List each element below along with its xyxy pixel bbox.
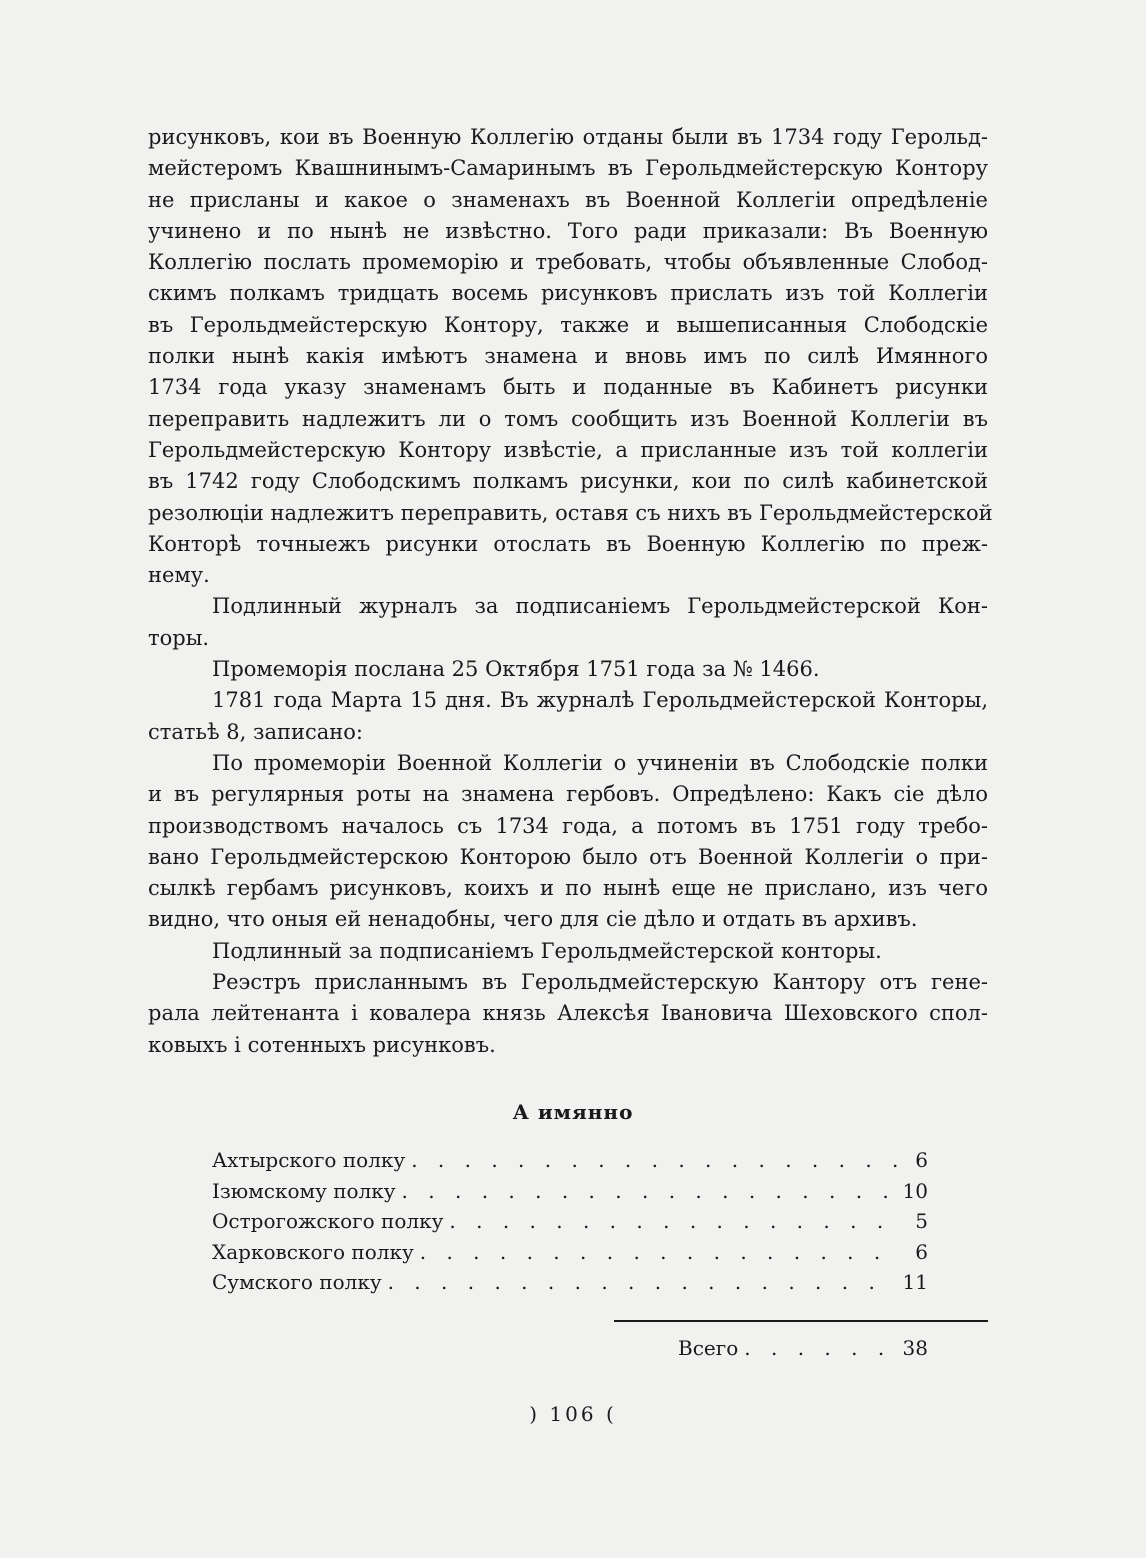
body-line: въ Герольдмейстерскую Контору, также и вышеписанныя Слободскіе	[148, 312, 988, 337]
body-line: производствомъ началось съ 1734 года, а потомъ въ 1751 году требо-	[148, 813, 988, 838]
body-text	[148, 122, 993, 1061]
list-item	[212, 1179, 928, 1210]
body-line: ковыхъ і сотенныхъ рисунковъ.	[148, 1032, 496, 1057]
regiment-count: 11	[902, 1270, 928, 1294]
body-line: По промеморіи Военной Коллегіи о учиненіи въ Слободскіе полки	[212, 750, 988, 775]
body-line: 1734 года указу знаменамъ быть и поданные въ Кабинетъ рисунки	[148, 375, 988, 400]
dot-leader	[388, 1270, 897, 1294]
body-line: Реэстръ присланнымъ въ Герольдмейстерскую Кантору отъ гене-	[212, 970, 988, 995]
body-line: рала лейтенанта і ковалера князь Алексѣя Івановича Шеховского спол-	[148, 1001, 988, 1026]
body-line: Подлинный журналъ за подписаніемъ Герольдмейстерской Кон-	[212, 594, 988, 619]
body-line: и въ регулярныя роты на знамена гербовъ. Опредѣлено: Какъ сіе дѣло	[148, 782, 988, 807]
regiment-count: 10	[902, 1178, 928, 1203]
body-line: видно, что оныя ей ненадобны, чего для сіе дѣло и отдать въ архивъ.	[148, 907, 918, 932]
regiment-name: Сумского полку	[212, 1270, 382, 1294]
dot-leader	[744, 1336, 896, 1360]
body-line: резолюціи надлежитъ переправить, оставя съ нихъ въ Герольдмейстерской	[148, 500, 993, 525]
body-line: 1781 года Марта 15 дня. Въ журналѣ Герольдмейстерской Конторы,	[212, 688, 988, 713]
body-line: Коллегію послать промеморію и требовать, чтобы объявленные Слобод-	[148, 250, 988, 275]
body-line: не присланы и какое о знаменахъ въ Военной Коллегіи опредѣленіе	[148, 187, 988, 212]
body-line: переправить надлежитъ ли о томъ сообщить изъ Военной Коллегіи въ	[148, 406, 988, 431]
list-item	[212, 1240, 928, 1271]
body-line: въ 1742 году Слободскимъ полкамъ рисунки, кои по силѣ кабинетской	[148, 469, 988, 494]
body-line: полки нынѣ какія имѣютъ знамена и вновь имъ по силѣ Имянного	[148, 344, 988, 369]
body-line: торы.	[148, 625, 210, 650]
total-count: 38	[902, 1336, 928, 1360]
dot-leader	[411, 1148, 898, 1172]
body-line: сылкѣ гербамъ рисунковъ, коихъ и по нынѣ еще не прислано, изъ чего	[148, 876, 988, 901]
dot-leader	[402, 1179, 897, 1203]
regiment-list	[212, 1148, 928, 1301]
body-line: вано Герольдмейстерскою Конторою было отъ Военной Коллегіи о при-	[148, 844, 988, 869]
dot-leader	[420, 1240, 898, 1264]
total-divider	[614, 1320, 988, 1322]
body-line: Герольдмейстерскую Контору извѣстіе, а присланные изъ той коллегіи	[148, 437, 988, 462]
regiment-name: Острогожского полку	[212, 1209, 444, 1233]
regiment-name: Харковского полку	[212, 1239, 414, 1264]
section-title: А имянно	[512, 1100, 634, 1124]
list-item	[212, 1148, 928, 1179]
body-line: Конторѣ точныежъ рисунки отослать въ Военную Коллегію по преж-	[148, 531, 988, 556]
regiment-count: 6	[915, 1239, 928, 1264]
regiment-count: 6	[915, 1148, 928, 1172]
dot-leader	[449, 1209, 898, 1233]
body-line: учинено и по нынѣ не извѣстно. Того ради приказали: Въ Военную	[148, 218, 988, 243]
regiment-name: Ахтырского полку	[212, 1148, 406, 1172]
regiment-name: Ізюмскому полку	[212, 1178, 396, 1203]
body-line: мейстеромъ Квашнинымъ-Самаринымъ въ Герольдмейстерскую Контору	[148, 156, 988, 181]
body-line: нему.	[148, 563, 210, 588]
list-item	[212, 1270, 928, 1301]
body-line: рисунковъ, кои въ Военную Коллегію отданы были въ 1734 году Герольд-	[148, 125, 988, 149]
regiment-count: 5	[915, 1209, 928, 1233]
page-number: ) 106 (	[529, 1402, 617, 1426]
body-line: скимъ полкамъ тридцать восемь рисунковъ прислать изъ той Коллегіи	[148, 281, 988, 306]
body-line: Промеморія послана 25 Октября 1751 года за № 1466.	[212, 657, 820, 682]
body-line: статьѣ 8, записано:	[148, 719, 363, 744]
list-item	[212, 1209, 928, 1240]
body-line: Подлинный за подписаніемъ Герольдмейстерской конторы.	[212, 938, 882, 963]
total-row	[678, 1336, 928, 1360]
total-label: Всего	[678, 1336, 739, 1360]
